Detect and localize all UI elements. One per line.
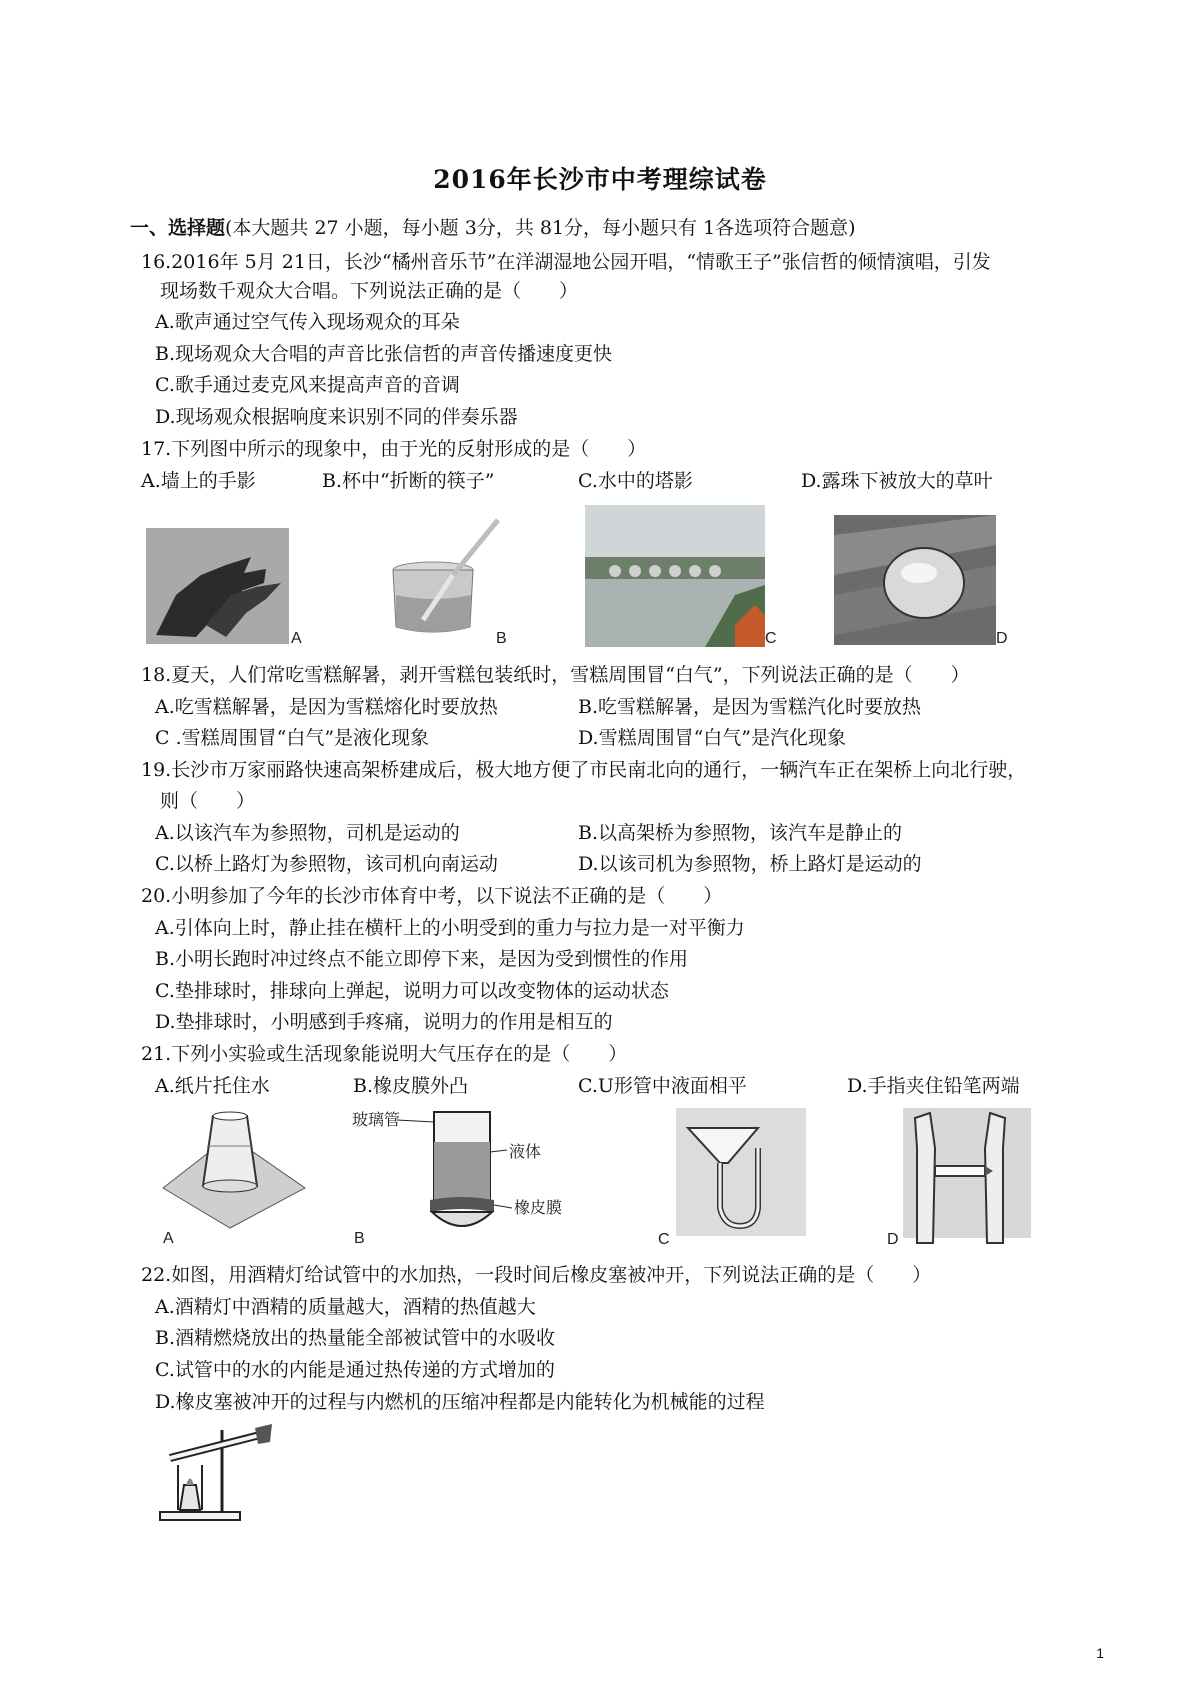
section-note: (本大题共 27 小题，每小题 3分，共 81分，每小题只有 1各选项符合题意) — [225, 217, 856, 239]
q21-fig-label-a: A — [163, 1230, 174, 1247]
q21-fig-b-label-liquid: 液体 — [509, 1144, 542, 1161]
q19-option-d: D.以该司机为参照物，桥上路灯是运动的 — [578, 853, 922, 875]
q17-figure-a-hand-shadow — [146, 525, 301, 647]
q17-option-d: D.露珠下被放大的草叶 — [801, 470, 993, 492]
q22-option-a: A.酒精灯中酒精的质量越大，酒精的热值越大 — [155, 1296, 536, 1318]
section-header — [130, 216, 856, 240]
q18-option-c: C .雪糕周围冒“白气”是液化现象 — [155, 727, 430, 749]
q17-figure-d-dew-drop — [834, 515, 1009, 647]
q20-option-c: C.垫排球时，排球向上弹起，说明力可以改变物体的运动状态 — [155, 980, 669, 1002]
q19-stem-line1: 19.长沙市万家丽路快速高架桥建成后，极大地方便了市民南北向的通行，一辆汽车正在架桥上向北行驶， — [141, 759, 1027, 781]
q17-stem: 17.下列图中所示的现象中，由于光的反射形成的是（ ） — [141, 438, 647, 460]
q21-figure-c-u-tube — [658, 1108, 813, 1246]
q17-figure-b-chopstick-cup — [378, 515, 513, 647]
q21-figure-b-rubber-membrane — [352, 1100, 592, 1246]
q18-option-a: A.吃雪糕解暑，是因为雪糕熔化时要放热 — [155, 696, 498, 718]
q21-figure-d-fingers-pencil — [885, 1108, 1035, 1246]
q21-figure-a-paper-cup — [155, 1106, 315, 1246]
page-number: 1 — [1096, 1645, 1104, 1661]
q20-stem: 20.小明参加了今年的长沙市体育中考，以下说法不正确的是（ ） — [141, 885, 723, 907]
q16-option-d: D.现场观众根据响度来识别不同的伴奏乐器 — [155, 406, 518, 428]
q21-stem: 21.下列小实验或生活现象能说明大气压存在的是（ ） — [141, 1043, 628, 1065]
q21-option-c: C.U形管中液面相平 — [578, 1075, 747, 1097]
q16-stem-line2: 现场数千观众大合唱。下列说法正确的是（ ） — [160, 280, 579, 302]
q18-option-d: D.雪糕周围冒“白气”是汽化现象 — [578, 727, 847, 749]
q21-option-b: B.橡皮膜外凸 — [353, 1075, 469, 1097]
page-title: 2016年长沙市中考理综试卷 — [433, 165, 767, 194]
q18-stem: 18.夏天，人们常吃雪糕解暑，剥开雪糕包装纸时，雪糕周围冒“白气”，下列说法正确的是（ ） — [141, 664, 970, 686]
q21-fig-b-label-rubber-membrane: 橡皮膜 — [514, 1200, 563, 1217]
q21-option-a: A.纸片托住水 — [155, 1075, 270, 1097]
q22-option-c: C.试管中的水的内能是通过热传递的方式增加的 — [155, 1359, 555, 1381]
q22-figure-test-tube-heating — [150, 1420, 275, 1530]
q19-option-b: B.以高架桥为参照物，该汽车是静止的 — [578, 822, 903, 844]
q16-option-b: B.现场观众大合唱的声音比张信哲的声音传播速度更快 — [155, 343, 613, 365]
q16-option-a: A.歌声通过空气传入现场观众的耳朵 — [155, 311, 460, 333]
q19-stem-line2: 则（ ） — [160, 790, 256, 812]
q17-fig-label-c: C — [765, 630, 777, 647]
q21-option-d: D.手指夹住铅笔两端 — [847, 1075, 1020, 1097]
q17-figure-c-tower-reflection — [585, 505, 775, 647]
q17-option-b: B.杯中“折断的筷子” — [322, 470, 495, 492]
q16-option-c: C.歌手通过麦克风来提高声音的音调 — [155, 374, 460, 396]
q17-option-c: C.水中的塔影 — [578, 470, 693, 492]
q20-option-a: A.引体向上时，静止挂在横杆上的小明受到的重力与拉力是一对平衡力 — [155, 917, 745, 939]
q21-fig-label-d: D — [887, 1231, 899, 1248]
q18-option-b: B.吃雪糕解暑，是因为雪糕汽化时要放热 — [578, 696, 922, 718]
q22-option-d: D.橡皮塞被冲开的过程与内燃机的压缩冲程都是内能转化为机械能的过程 — [155, 1391, 765, 1413]
q21-fig-b-label-glass-tube: 玻璃管 — [352, 1112, 401, 1129]
q22-option-b: B.酒精燃烧放出的热量能全部被试管中的水吸收 — [155, 1327, 556, 1349]
q20-option-d: D.垫排球时，小明感到手疼痛，说明力的作用是相互的 — [155, 1011, 613, 1033]
q21-fig-label-b: B — [354, 1230, 365, 1247]
q22-stem: 22.如图，用酒精灯给试管中的水加热，一段时间后橡皮塞被冲开，下列说法正确的是（ ） — [141, 1264, 932, 1286]
section-heading: 一、选择题 — [130, 217, 226, 239]
q17-fig-label-d: D — [996, 630, 1008, 647]
q19-option-a: A.以该汽车为参照物，司机是运动的 — [155, 822, 460, 844]
q21-fig-label-c: C — [658, 1231, 670, 1248]
q17-fig-label-a: A — [291, 630, 302, 647]
q16-stem-line1: 16.2016年 5月 21日，长沙“橘州音乐节”在洋湖湿地公园开唱，“情歌王子”张信哲的倾情演唱，引发 — [141, 251, 991, 273]
q17-option-a: A.墙上的手影 — [141, 470, 256, 492]
q20-option-b: B.小明长跑时冲过终点不能立即停下来，是因为受到惯性的作用 — [155, 948, 689, 970]
q19-option-c: C.以桥上路灯为参照物，该司机向南运动 — [155, 853, 498, 875]
q17-fig-label-b: B — [496, 630, 507, 647]
